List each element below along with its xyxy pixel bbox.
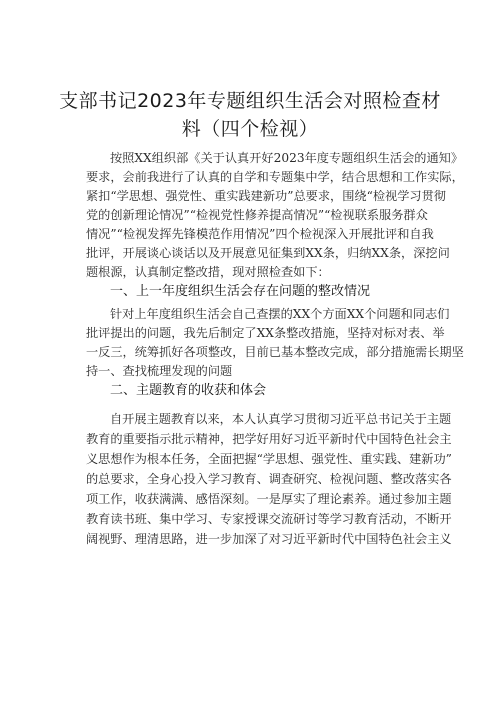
section-heading-2: 二、主题教育的收获和体会: [110, 383, 267, 398]
document-title-line-2: 料（四个检视）: [181, 118, 319, 140]
paragraph-1-line: 批评，开展谈心谈话以及开展意见征集到XX条，归纳XX条，深挖问: [86, 246, 450, 260]
paragraph-2-line: 持一、查找梳理发现的问题: [86, 364, 233, 378]
paragraph-3-line: 教育的重要指示批示精神，把学好用好习近平新时代中国特色社会主: [86, 432, 452, 446]
paragraph-2-line: 一反三，统筹抓好各项整改，目前已基本整改完成，部分措施需长期坚: [86, 345, 464, 359]
document-title-line-1: 支部书记2023年专题组织生活会对照检查材: [59, 90, 441, 112]
paragraph-3-line: 阔视野、理清思路，进一步加深了对习近平新时代中国特色社会主义: [86, 532, 452, 546]
paragraph-1-line: 情况”“检视发挥先锋模范作用情况”四个检视深入开展批评和自我: [86, 227, 434, 241]
paragraph-1-line: 要求，会前我进行了认真的自学和专题集中学，结合思想和工作实际，: [86, 170, 464, 184]
section-heading-1: 一、上一年度组织生活会存在问题的整改情况: [110, 284, 371, 299]
paragraph-2-line: 针对上年度组织生活会自己查摆的XX个方面XX个问题和同志们: [110, 307, 450, 321]
paragraph-3-line: 自开展主题教育以来，本人认真学习贯彻习近平总书记关于主题: [110, 412, 452, 426]
paragraph-3-line: 的总要求，全身心投入学习教育、调查研究、检视问题、整改落实各: [86, 472, 452, 486]
paragraph-3-line: 项工作，收获满满、感悟深刻。一是厚实了理论素养。通过参加主题: [86, 492, 452, 506]
paragraph-2-line: 批评提出的问题，我先后制定了XX条整改措施，坚持对标对表、举: [86, 326, 445, 340]
paragraph-1-line: 紧扣“学思想、强党性、重实践建新功”总要求，围绕“检视学习贯彻: [86, 189, 446, 203]
paragraph-1-line: 题根源，认真制定整改措，现对照检查如下：: [86, 265, 330, 279]
paragraph-1-line: 按照XX组织部《关于认真开好2023年度专题组织生活会的通知》: [110, 151, 464, 165]
paragraph-1-line: 党的创新理论情况”“检视党性修养提高情况”“检视联系服务群众: [86, 208, 428, 222]
paragraph-3-line: 义思想作为根本任务，全面把握“学思想、强党性、重实践、建新功”: [86, 452, 452, 466]
paragraph-3-line: 教育读书班、集中学习、专家授课交流研讨等学习教育活动，不断开: [86, 512, 452, 526]
